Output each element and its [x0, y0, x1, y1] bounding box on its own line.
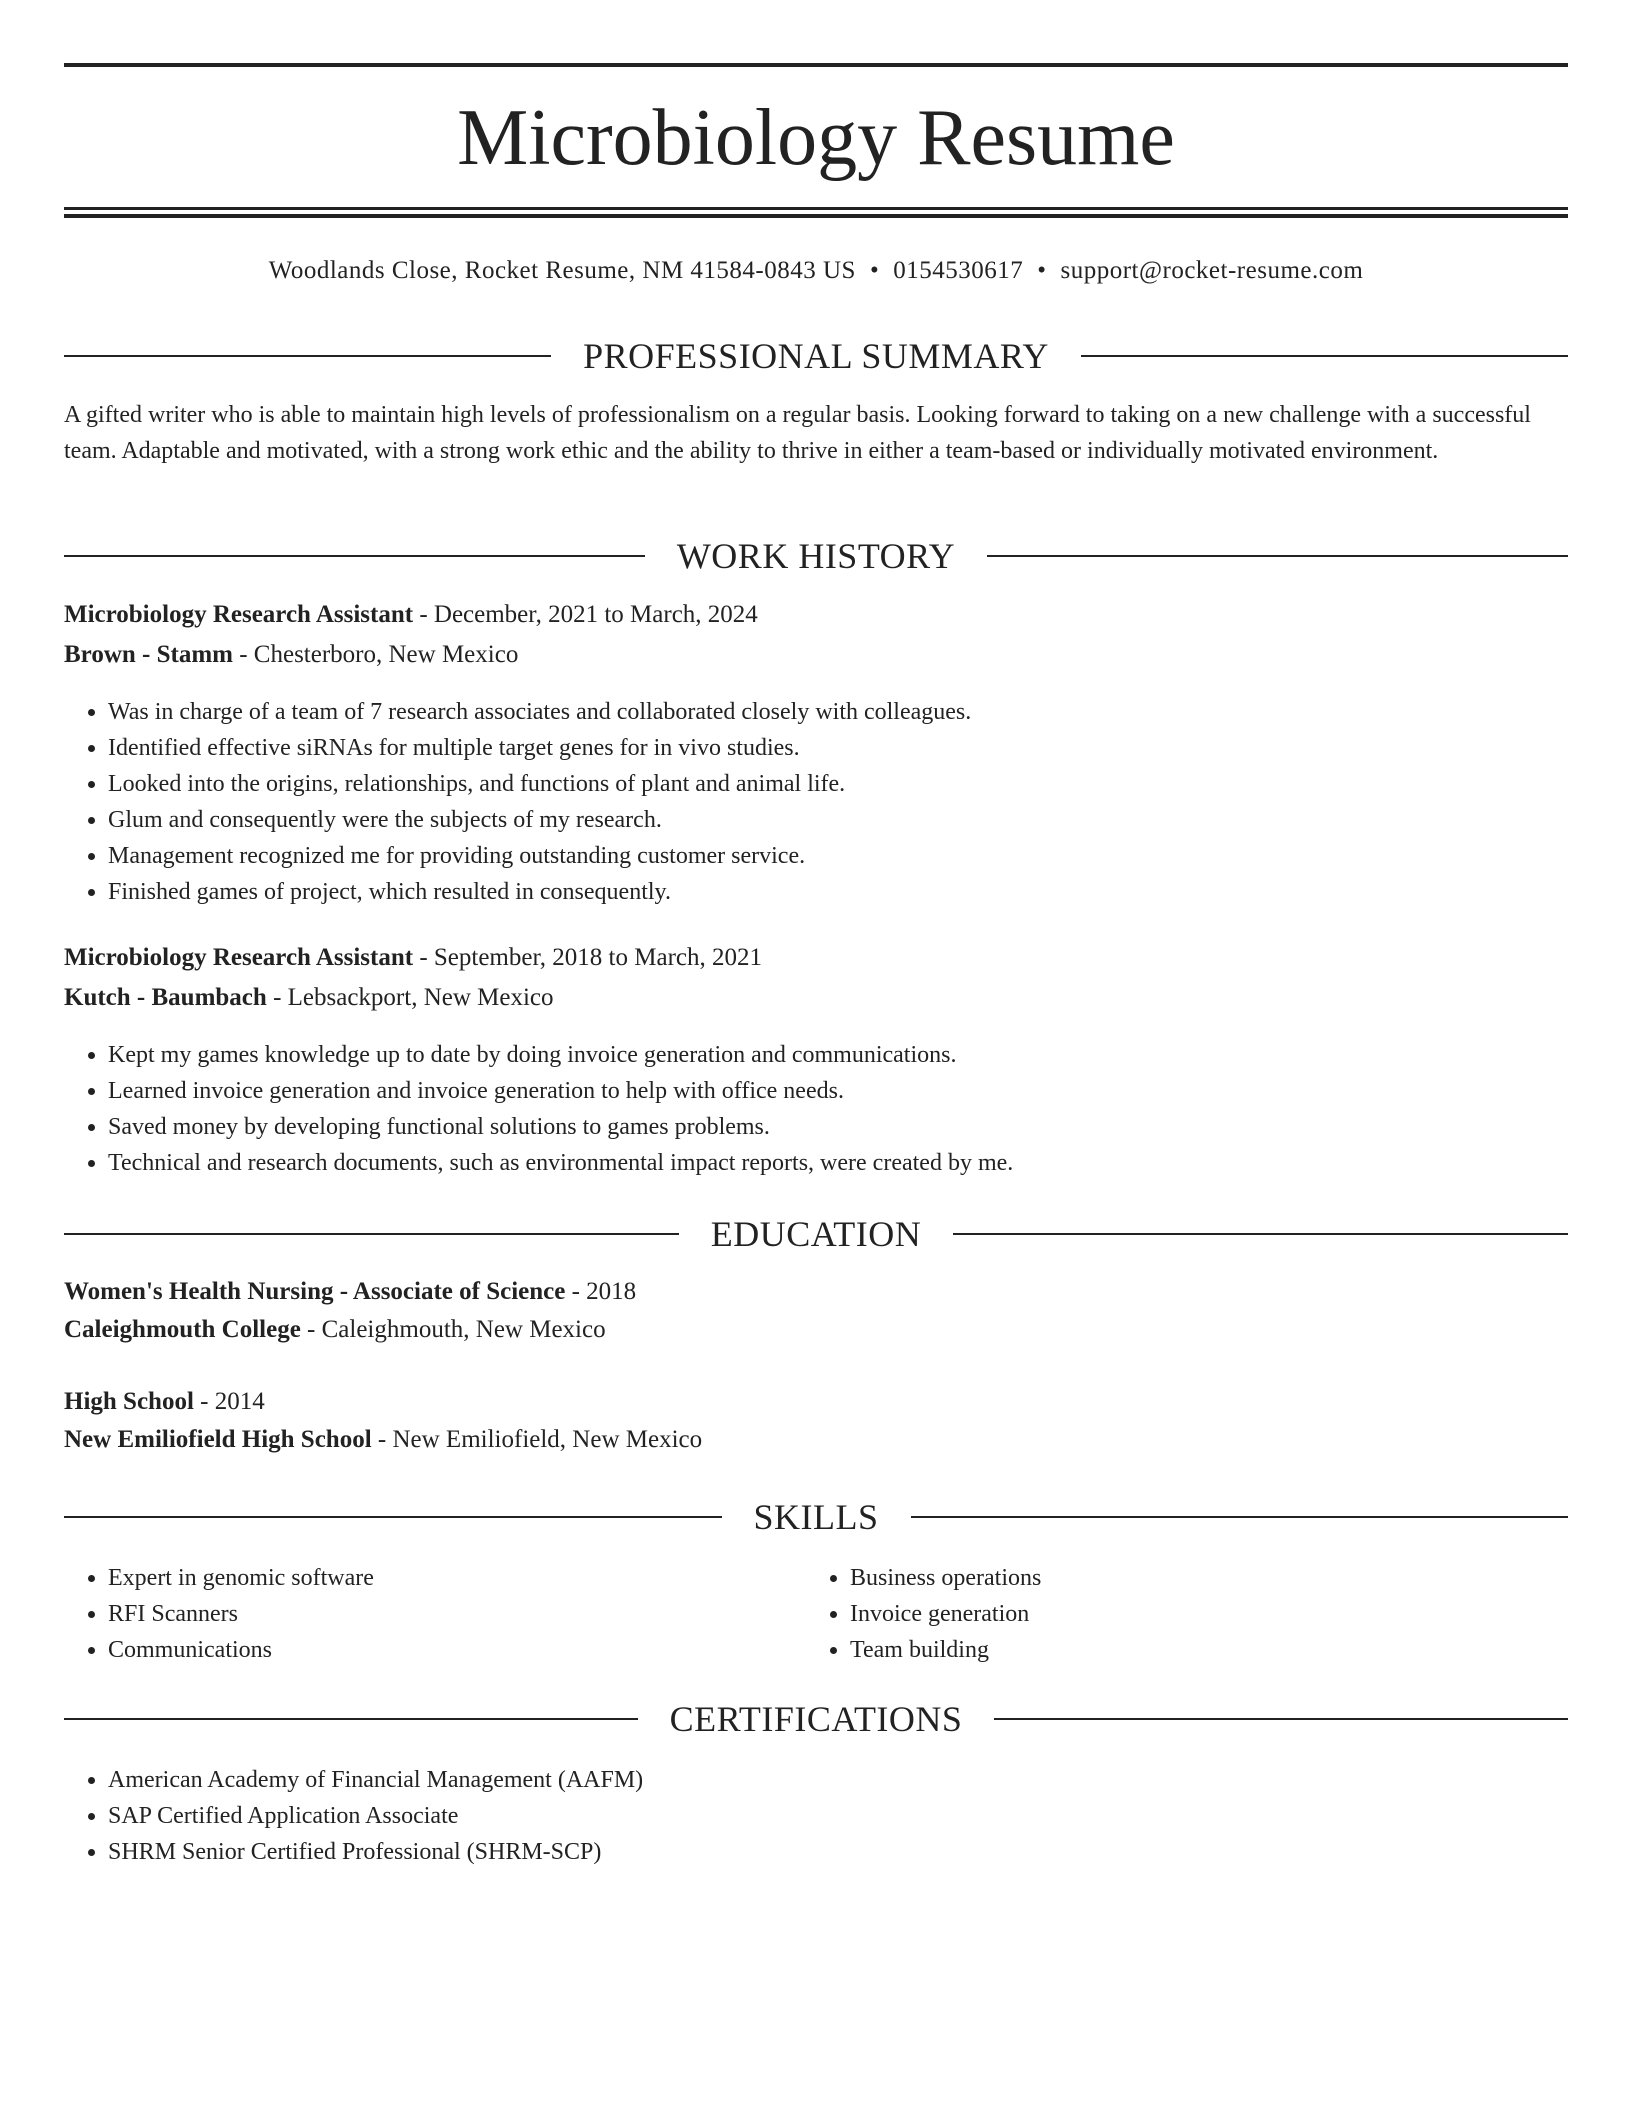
heading-rule-right — [911, 1516, 1569, 1518]
job-location: - Lebsackport, New Mexico — [266, 984, 554, 1011]
list-item: • Was in charge of a team of 7 research associates and collaborated closely with colleagues. — [108, 694, 971, 730]
job-title-line — [64, 940, 1568, 976]
job-title: Microbiology Research Assistant — [64, 944, 414, 971]
job-company-line — [64, 637, 1568, 673]
skill-item: • Business operations — [850, 1560, 1041, 1596]
resume-title: Microbiology Resume — [457, 94, 1175, 182]
top-rule — [64, 63, 1568, 67]
education-location: - New Emiliofield, New Mexico — [371, 1426, 703, 1453]
skills-list-left — [64, 1560, 374, 1668]
section-heading-summary — [64, 334, 1568, 378]
heading-rule-left — [64, 355, 551, 357]
section-heading-certifications — [64, 1697, 1568, 1741]
job-dates: - September, 2018 to March, 2021 — [413, 944, 762, 971]
education-degree: High School — [64, 1388, 194, 1415]
job-duties-list — [64, 694, 971, 910]
education-school: New Emiliofield High School — [64, 1426, 372, 1453]
contact-phone: 0154530617 — [893, 257, 1024, 284]
heading-rule-left — [64, 555, 645, 557]
section-heading-education — [64, 1212, 1568, 1256]
list-item: • Glum and consequently were the subjects of my research. — [108, 802, 971, 838]
summary-text: A gifted writer who is able to maintain high levels of professionalism on a regular basis. Looking forward to taking on a new challenge with a successful team. Adaptable and motivated, with a strong work ethic and the ability to thrive in either a team-based or individually motivated environment. — [64, 402, 1531, 464]
heading-rule-left — [64, 1516, 722, 1518]
contact-separator: • — [1037, 257, 1047, 284]
list-item: • Learned invoice generation and invoice generation to help with office needs. — [108, 1073, 1013, 1109]
job-duties-list — [64, 1037, 1013, 1181]
section-heading-work-history — [64, 534, 1568, 578]
education-degree: Women's Health Nursing - Associate of Science — [64, 1278, 566, 1305]
section-title: CERTIFICATIONS — [669, 1699, 963, 1739]
education-school-line — [64, 1422, 1568, 1458]
title-double-rule — [64, 207, 1568, 218]
skill-item: • Expert in genomic software — [108, 1560, 374, 1596]
skill-item: • RFI Scanners — [108, 1596, 374, 1632]
skills-list-right — [806, 1560, 1041, 1668]
heading-rule-left — [64, 1718, 638, 1720]
job-company-line — [64, 980, 1568, 1016]
education-school: Caleighmouth College — [64, 1316, 301, 1343]
heading-rule-right — [994, 1718, 1568, 1720]
certification-item: • American Academy of Financial Management (AAFM) — [108, 1762, 643, 1798]
list-item: • Identified effective siRNAs for multiple target genes for in vivo studies. — [108, 730, 971, 766]
list-item: • Kept my games knowledge up to date by doing invoice generation and communications. — [108, 1037, 1013, 1073]
section-title: SKILLS — [753, 1497, 879, 1537]
contact-email: support@rocket-resume.com — [1060, 257, 1364, 284]
education-degree-line — [64, 1274, 1568, 1310]
list-item: • Management recognized me for providing outstanding customer service. — [108, 838, 971, 874]
education-degree-line — [64, 1384, 1568, 1420]
contact-separator: • — [869, 257, 880, 284]
section-title: EDUCATION — [710, 1214, 922, 1254]
job-dates: - December, 2021 to March, 2024 — [413, 601, 758, 628]
heading-rule-left — [64, 1233, 679, 1235]
heading-rule-right — [1081, 355, 1568, 357]
job-title: Microbiology Research Assistant — [64, 601, 414, 628]
list-item: • Saved money by developing functional solutions to games problems. — [108, 1109, 1013, 1145]
job-title-line — [64, 597, 1568, 633]
job-company: Kutch - Baumbach — [64, 984, 267, 1011]
list-item: • Looked into the origins, relationships, and functions of plant and animal life. — [108, 766, 971, 802]
skill-item: • Invoice generation — [850, 1596, 1041, 1632]
list-item: • Technical and research documents, such as environmental impact reports, were created by me. — [108, 1145, 1013, 1181]
skill-item: • Communications — [108, 1632, 374, 1668]
certification-item: • SHRM Senior Certified Professional (SHRM-SCP) — [108, 1834, 643, 1870]
heading-rule-right — [953, 1233, 1568, 1235]
contact-line — [64, 254, 1568, 288]
skill-item: • Team building — [850, 1632, 1041, 1668]
contact-address: Woodlands Close, Rocket Resume, NM 41584-0843 US — [268, 257, 856, 284]
certifications-list — [64, 1762, 643, 1870]
education-location: - Caleighmouth, New Mexico — [300, 1316, 606, 1343]
section-title: PROFESSIONAL SUMMARY — [583, 336, 1049, 376]
job-location: - Chesterboro, New Mexico — [232, 641, 519, 668]
job-company: Brown - Stamm — [64, 641, 233, 668]
list-item: • Finished games of project, which resulted in consequently. — [108, 874, 971, 910]
education-year: - 2018 — [565, 1278, 637, 1305]
certification-item: • SAP Certified Application Associate — [108, 1798, 643, 1834]
heading-rule-right — [987, 555, 1568, 557]
section-heading-skills — [64, 1495, 1568, 1539]
education-year: - 2014 — [193, 1388, 265, 1415]
education-school-line — [64, 1312, 1568, 1348]
section-title: WORK HISTORY — [676, 536, 956, 576]
